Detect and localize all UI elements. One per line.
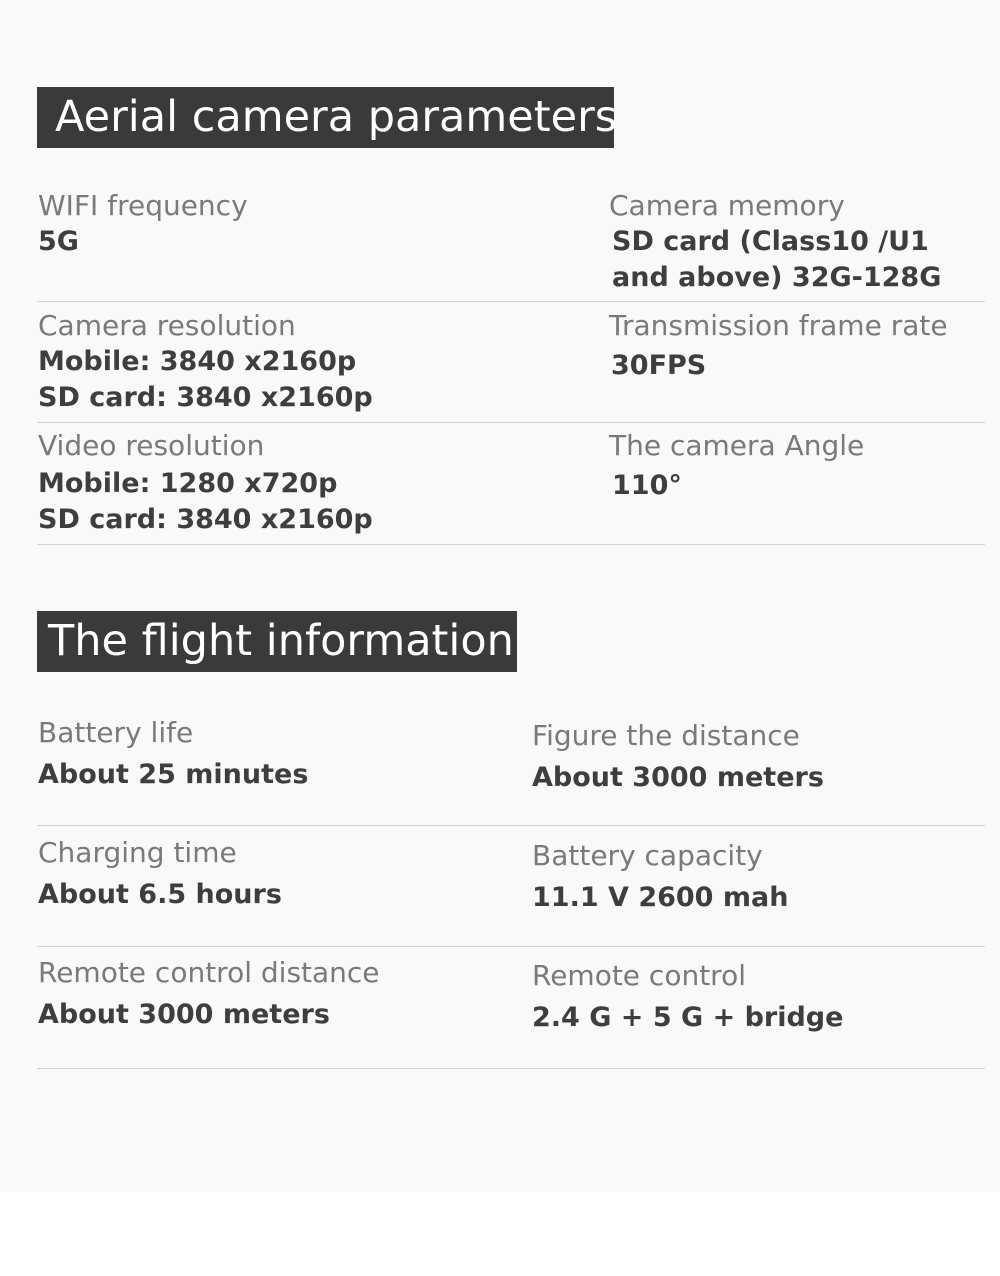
spec-value: About 6.5 hours [38,879,282,910]
spec-item-camera-resolution [38,308,373,416]
row-divider [37,1068,985,1069]
spec-label: Charging time [38,836,237,869]
spec-label: WIFI frequency [38,189,248,222]
spec-item-remote-control-distance [38,955,380,1033]
spec-value: 5G [38,226,79,257]
spec-item-camera-memory [609,188,941,296]
spec-label: Camera resolution [38,309,296,342]
spec-item-wifi-frequency [38,188,248,260]
spec-label: Camera memory [609,189,845,222]
spec-label: Transmission frame rate [609,309,948,342]
spec-value: 2.4 G + 5 G + bridge [532,1002,844,1033]
spec-label: Battery capacity [532,839,763,872]
spec-label: Remote control [532,959,746,992]
spec-item-remote-control [532,958,843,1036]
spec-item-battery-capacity [532,838,788,916]
spec-item-transmission-frame-rate [609,308,948,384]
spec-item-video-resolution [38,428,373,538]
spec-label: Video resolution [38,429,265,462]
row-divider [37,825,985,826]
spec-label: Battery life [38,716,194,749]
spec-value: 30FPS [611,350,707,381]
row-divider [37,946,985,947]
spec-value: Mobile: 1280 x720p SD card: 3840 x2160p [38,468,373,535]
spec-value: 11.1 V 2600 mah [532,882,789,913]
spec-item-battery-life [38,715,308,793]
spec-value: About 25 minutes [38,759,309,790]
row-divider [37,544,985,545]
spec-value: SD card (Class10 /U1 and above) 32G-128G [612,226,942,293]
section-title-flight-information: The flight information [37,611,517,672]
spec-item-figure-distance [532,718,824,796]
spec-value: Mobile: 3840 x2160p SD card: 3840 x2160p [38,346,373,413]
section-title-aerial-camera: Aerial camera parameters [37,87,614,148]
row-divider [37,301,985,302]
spec-label: The camera Angle [609,429,865,462]
row-divider [37,422,985,423]
spec-item-charging-time [38,835,282,913]
spec-value: About 3000 meters [38,999,330,1030]
spec-value: 110° [612,470,682,501]
spec-label: Remote control distance [38,956,380,989]
spec-value: About 3000 meters [532,762,824,793]
spec-item-camera-angle [609,428,864,504]
spec-label: Figure the distance [532,719,800,752]
